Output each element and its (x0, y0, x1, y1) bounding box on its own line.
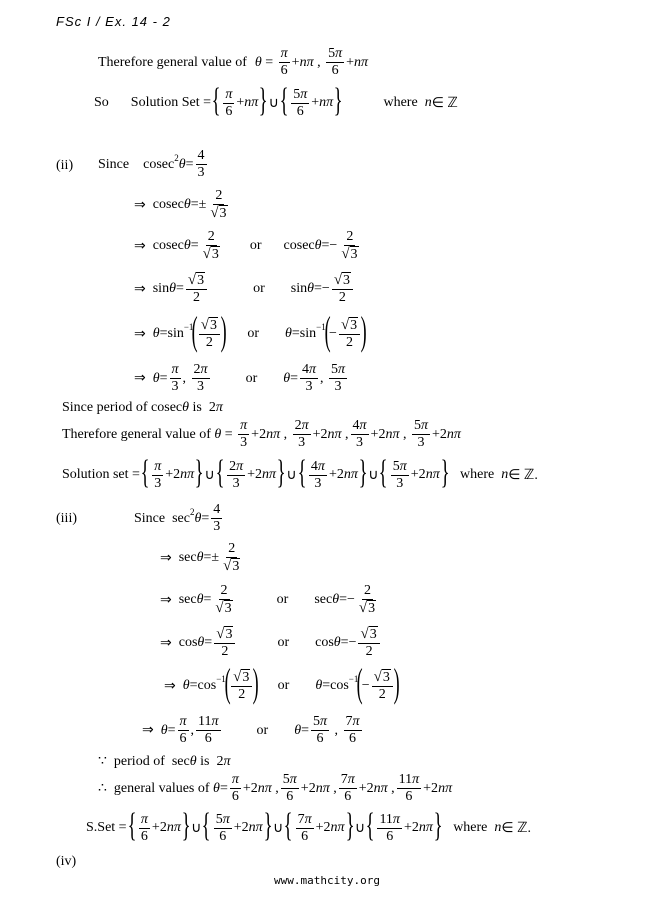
implies-icon: ⇒ (160, 635, 172, 651)
part-iii-solution-set: S.Set = { π 6 +2 nπ } ∪ { 5π 6 +2 nπ } ∪ { 7π 6 +2 nπ } ∪ { 11π 6 +2 nπ } where n ∈ ℤ. (86, 807, 532, 844)
text-therefore-general-value: Therefore general value of (98, 54, 247, 70)
implies-icon: ⇒ (134, 326, 146, 342)
part-iii-step5: ⇒ θ = π 6 , 11π 6 or θ = 5π 6 , 7π 6 (142, 714, 360, 746)
part-ii-step3: ⇒ sin θ = √ 3 2 or sin θ =− √ 3 2 (134, 272, 355, 306)
text-since: Since (134, 510, 166, 526)
implies-icon: ⇒ (134, 281, 146, 297)
label-part-ii: (ii) (56, 158, 74, 173)
page-header: FSc I / Ex. 14 - 2 (56, 14, 171, 29)
part-iii-step4: ⇒ θ =cos −1 ( √ 3 2 ) or θ =cos −1 ( − √ 3 2 ) (164, 660, 400, 705)
text-general-values-of: general values of (113, 780, 210, 796)
text-so: So (94, 95, 109, 110)
therefore-icon: ∴ (98, 781, 107, 796)
text-is: is (200, 753, 210, 769)
part-ii-step4: ⇒ θ =sin −1 ( √ 3 2 ) or θ =sin −1 ( − √ 3 2 ) (134, 308, 367, 353)
text-or: or (276, 592, 289, 607)
text-is: is (192, 400, 202, 415)
text-where: where (383, 95, 418, 110)
text-or: or (245, 370, 258, 386)
text-solution-set: Solution Set = (130, 95, 212, 110)
implies-icon: ⇒ (142, 723, 154, 738)
text-or: or (247, 326, 259, 341)
part-iii-period: ∵ period of sec θ is 2 π (98, 753, 231, 769)
text-or: or (249, 238, 262, 253)
text-therefore-general-value: Therefore general value of (62, 426, 211, 442)
text-s-set: S.Set = (86, 820, 127, 835)
text-where: where (460, 467, 495, 482)
text-or: or (277, 678, 290, 693)
text-solution-set: Solution set = (62, 467, 140, 482)
part-ii-step1: ⇒ cosec θ =± 2 √ 3 (134, 188, 227, 221)
part-ii-period: Since period of cosec θ is 2 π (62, 400, 223, 415)
implies-icon: ⇒ (134, 371, 146, 386)
part-iii-given: Since sec 2 θ = 4 3 (134, 502, 221, 534)
part-iii-general-values: ∴ general values of θ = π 6 +2 nπ , 5π 6 +2 nπ , 7π 6 +2 nπ , 11π 6 +2 nπ (98, 772, 453, 804)
implies-icon: ⇒ (164, 678, 176, 694)
part-iii-step2: ⇒ sec θ = 2 √ 3 or sec θ =− 2 √ 3 (160, 583, 376, 616)
implies-icon: ⇒ (134, 197, 146, 213)
text-or: or (253, 281, 265, 296)
text-or: or (256, 722, 269, 738)
implies-icon: ⇒ (160, 592, 172, 608)
implies-icon: ⇒ (160, 550, 172, 566)
label-part-iv: (iv) (56, 854, 77, 869)
text-where: where (453, 820, 488, 835)
page-footer: www.mathcity.org (274, 874, 380, 887)
implies-icon: ⇒ (134, 238, 146, 254)
part-i-general-value: Therefore general value of θ = π 6 + nπ , 5π 6 + nπ (98, 46, 369, 78)
part-ii-solution-set: Solution set = { π 3 +2 nπ } ∪ { 2π 3 +2 nπ } ∪ { 4π 3 +2 nπ } ∪ { 5π 3 +2 nπ } where n ∈ ℤ. (62, 454, 538, 491)
part-ii-given: Since cosec 2 θ = 4 3 (98, 148, 205, 180)
because-icon: ∵ (98, 754, 107, 769)
part-ii-step2: ⇒ cosec θ = 2 √ 3 or cosec θ =− 2 √ 3 (134, 229, 358, 262)
part-iii-step1: ⇒ sec θ =± 2 √ 3 (160, 541, 240, 574)
part-iii-step3: ⇒ cos θ = √ 3 2 or cos θ =− √ 3 2 (160, 626, 382, 660)
part-ii-general-value: Therefore general value of θ = π 3 +2 nπ , 2π 3 +2 nπ , 4π 3 +2 nπ , 5π 3 +2 nπ (62, 418, 461, 450)
text-since-period-of: Since period of (62, 400, 148, 415)
part-ii-step5: ⇒ θ = π 3 , 2π 3 or θ = 4π 3 , 5π 3 (134, 362, 346, 394)
text-or: or (277, 635, 290, 650)
label-part-iii: (iii) (56, 511, 77, 526)
text-since: Since (98, 156, 130, 172)
text-period-of: period of (113, 753, 165, 769)
part-i-solution-set: So Solution Set = { π 6 + nπ } ∪ { 5π 6 + nπ } where n ∈ ℤ (94, 82, 458, 119)
